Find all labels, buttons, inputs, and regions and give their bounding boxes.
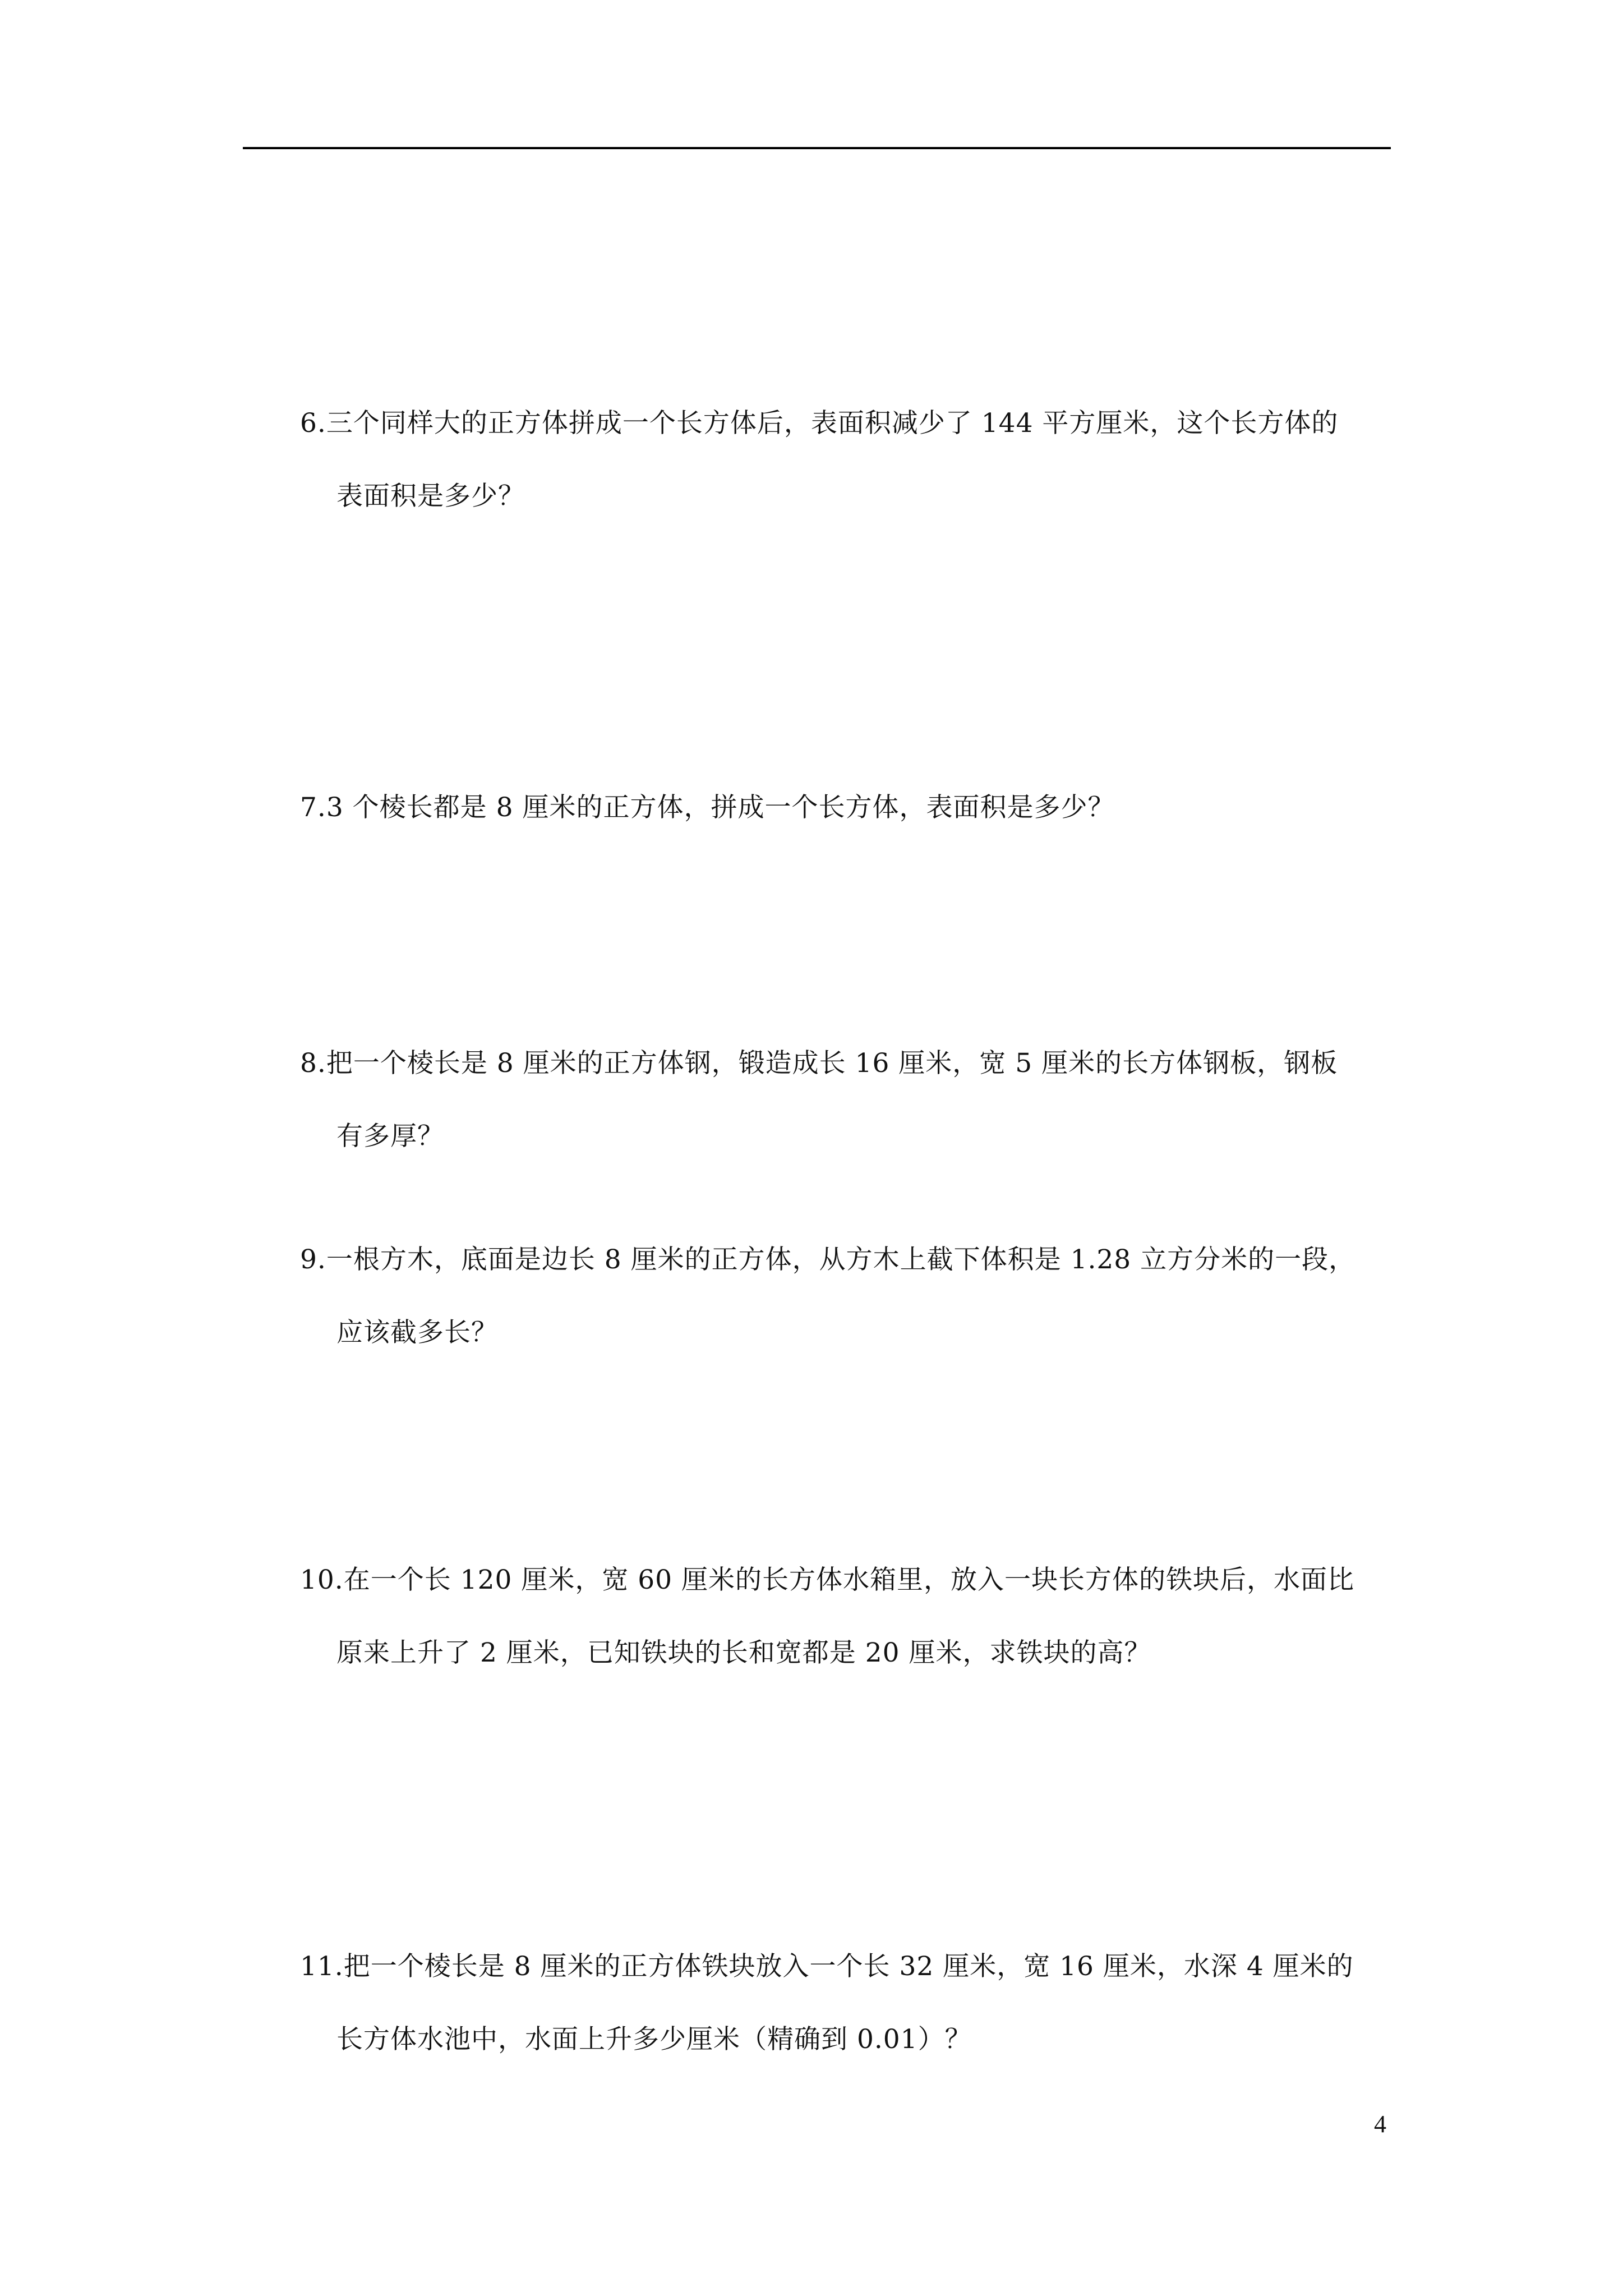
problem-11-line-1: 11.把一个棱长是 8 厘米的正方体铁块放入一个长 32 厘米，宽 16 厘米，水深 4 厘米的 [300, 1951, 1354, 1982]
problem-11-line-2: 长方体水池中，水面上升多少厘米（精确到 0.01）？ [336, 2024, 972, 2055]
header-rule [243, 147, 1391, 149]
problem-10-line-1: 10.在一个长 120 厘米，宽 60 厘米的长方体水箱里，放入一块长方体的铁块后，水面比 [300, 1565, 1355, 1595]
problem-8-line-2: 有多厚？ [336, 1121, 444, 1152]
problem-9-line-2: 应该截多长？ [336, 1317, 498, 1348]
problem-10-line-2: 原来上升了 2 厘米，已知铁块的长和宽都是 20 厘米，求铁块的高？ [336, 1637, 1151, 1668]
problem-6-line-2: 表面积是多少？ [336, 481, 525, 512]
problem-8-line-1: 8.把一个棱长是 8 厘米的正方体钢，锻造成长 16 厘米，宽 5 厘米的长方体钢板，钢板 [300, 1048, 1338, 1079]
problem-7-line-1: 7.3 个棱长都是 8 厘米的正方体，拼成一个长方体，表面积是多少？ [300, 792, 1115, 823]
problem-6-line-1: 6.三个同样大的正方体拼成一个长方体后，表面积减少了 144 平方厘米，这个长方体的 [300, 408, 1339, 439]
page-number: 4 [1374, 2110, 1386, 2138]
problem-9-line-1: 9.一根方木，底面是边长 8 厘米的正方体，从方木上截下体积是 1.28 立方分米的一段， [300, 1244, 1356, 1275]
